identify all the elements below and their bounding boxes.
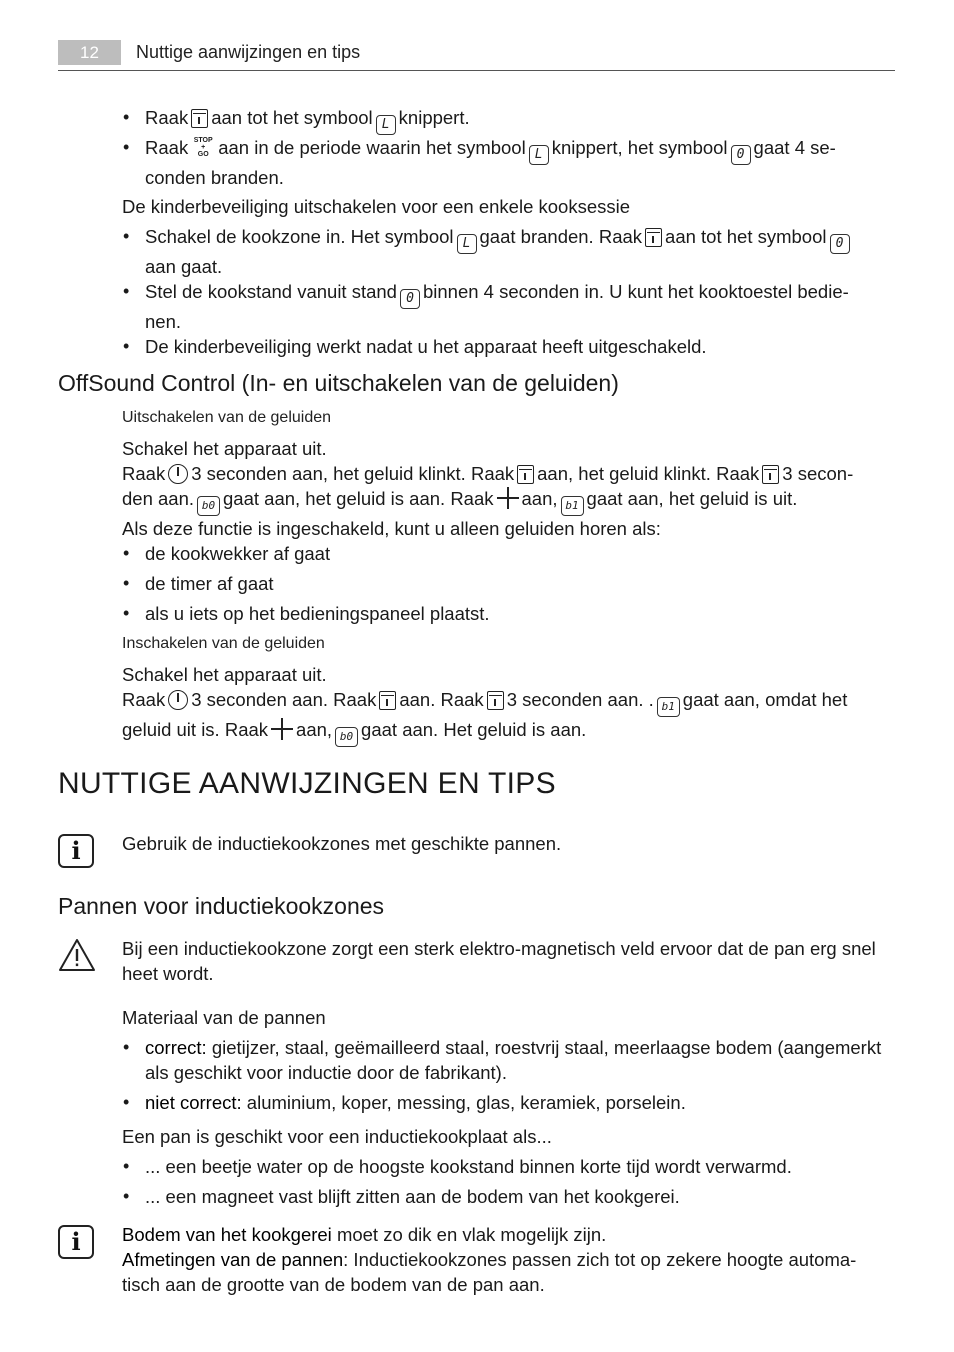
text: gaat aan, omdat het bbox=[682, 689, 848, 710]
text: aan tot het symbool bbox=[211, 107, 373, 128]
bullet-item: • als u iets op het bedieningspaneel plaatst. bbox=[122, 601, 894, 626]
stop-go-icon bbox=[191, 137, 215, 159]
section-heading: Pannen voor inductiekookzones bbox=[58, 893, 385, 919]
lock-indicator-icon: L bbox=[457, 234, 477, 254]
text: nen. bbox=[145, 311, 182, 332]
bullet-item bbox=[122, 135, 894, 190]
page-number: 12 bbox=[58, 40, 121, 65]
text: conden branden. bbox=[145, 167, 284, 188]
text: Schakel de kookzone in. Het symbool bbox=[145, 226, 454, 247]
bullet-item: • de kookwekker af gaat bbox=[122, 541, 894, 566]
text: aan. Raak bbox=[399, 689, 484, 710]
bullet-item bbox=[122, 1035, 894, 1085]
text: : Inductiekookzones passen zich tot op zekere hoogte automa- bbox=[343, 1249, 857, 1270]
text: Raak bbox=[145, 107, 189, 128]
text: gaat aan, het geluid is aan. Raak bbox=[223, 488, 494, 509]
sound-off-indicator-icon: b1 bbox=[657, 697, 680, 717]
header-title: Nuttige aanwijzingen en tips bbox=[136, 42, 361, 62]
text: tisch aan de grootte van de bodem van de pan aan. bbox=[122, 1274, 545, 1295]
text: aan, het geluid klinkt. Raak bbox=[537, 463, 760, 484]
label: correct: bbox=[145, 1037, 207, 1058]
lock-key-icon bbox=[762, 465, 779, 484]
info-note: Gebruik de inductiekookzones met geschikte pannen. bbox=[122, 833, 562, 854]
text: 3 seconden aan, het geluid klinkt. Raak bbox=[191, 463, 515, 484]
text: aan in de periode waarin het symbool bbox=[218, 137, 526, 158]
bullet-item: • De kinderbeveiliging werkt nadat u het apparaat heeft uitgeschakeld. bbox=[122, 334, 894, 359]
plus-icon bbox=[497, 487, 519, 509]
bullet-item bbox=[122, 224, 894, 279]
text: Raak bbox=[122, 689, 166, 710]
text: aan tot het symbool bbox=[665, 226, 827, 247]
bullet-item: • ... een magneet vast blijft zitten aan de bodem van het kookgerei. bbox=[122, 1184, 894, 1209]
text: als geschikt voor inductie door de fabrikant). bbox=[145, 1062, 507, 1083]
stop-label: STOP bbox=[193, 137, 213, 144]
section-subheading: Uitschakelen van de geluiden bbox=[122, 409, 332, 426]
text: Schakel het apparaat uit. bbox=[122, 664, 327, 685]
bullet-item bbox=[122, 105, 894, 135]
paragraph bbox=[122, 436, 894, 541]
chapter-title: NUTTIGE AANWIJZINGEN EN TIPS bbox=[58, 767, 556, 800]
text: gaat 4 se- bbox=[753, 137, 836, 158]
go-label: GO bbox=[197, 151, 209, 158]
text: aan, bbox=[296, 719, 333, 740]
text: aan, bbox=[521, 488, 558, 509]
bullet-item bbox=[122, 1090, 894, 1115]
text: 3 seconden aan. Raak bbox=[191, 689, 377, 710]
warning-icon bbox=[58, 938, 96, 972]
label: Bodem van het kookgerei bbox=[122, 1224, 332, 1245]
section-heading: OffSound Control (In- en uitschakelen van de geluiden) bbox=[58, 370, 619, 396]
zero-indicator-icon: 0 bbox=[731, 145, 751, 165]
text: Als deze functie is ingeschakeld, kunt u alleen geluiden horen als: bbox=[122, 518, 661, 539]
zero-indicator-icon: 0 bbox=[400, 289, 420, 309]
text: Schakel het apparaat uit. bbox=[122, 438, 327, 459]
label: niet correct: bbox=[145, 1092, 242, 1113]
section-subheading: De kinderbeveiliging uitschakelen voor een enkele kooksessie bbox=[122, 196, 631, 217]
section-subheading: Een pan is geschikt voor een inductiekookplaat als... bbox=[122, 1126, 552, 1147]
bullet-item: • ... een beetje water op de hoogste kookstand binnen korte tijd wordt verwarmd. bbox=[122, 1154, 894, 1179]
lock-key-icon bbox=[517, 465, 534, 484]
text: gietijzer, staal, geëmailleerd staal, roestvrij staal, meerlaagse bodem (aangemerkt bbox=[211, 1037, 882, 1058]
page-header bbox=[58, 40, 895, 71]
text: aluminium, koper, messing, glas, keramiek, porselein. bbox=[246, 1092, 686, 1113]
bullet-item: • de timer af gaat bbox=[122, 571, 894, 596]
lock-indicator-icon: L bbox=[376, 115, 396, 135]
text: gaat aan. Het geluid is aan. bbox=[361, 719, 587, 740]
lock-key-icon bbox=[645, 228, 662, 247]
info-icon bbox=[58, 1225, 94, 1259]
text: binnen 4 seconden in. U kunt het kooktoestel bedie- bbox=[422, 281, 849, 302]
paragraph bbox=[122, 662, 894, 747]
lock-key-icon bbox=[487, 691, 504, 710]
stop-plus: + bbox=[201, 144, 206, 151]
warning-note bbox=[122, 936, 894, 986]
text: heet wordt. bbox=[122, 963, 214, 984]
text: den aan. bbox=[122, 488, 195, 509]
text: Raak bbox=[145, 137, 189, 158]
lock-key-icon bbox=[379, 691, 396, 710]
lock-indicator-icon: L bbox=[529, 145, 549, 165]
section-subheading: Materiaal van de pannen bbox=[122, 1007, 326, 1028]
text: knippert, het symbool bbox=[551, 137, 728, 158]
text: moet zo dik en vlak mogelijk zijn. bbox=[336, 1224, 607, 1245]
text: gaat branden. Raak bbox=[479, 226, 643, 247]
plus-icon bbox=[271, 718, 293, 740]
label: Afmetingen van de pannen bbox=[122, 1249, 344, 1270]
sound-off-indicator-icon: b1 bbox=[561, 496, 584, 516]
zero-indicator-icon: 0 bbox=[830, 234, 850, 254]
power-icon bbox=[168, 464, 188, 484]
section-subheading: Inschakelen van de geluiden bbox=[122, 635, 325, 652]
text: 3 secon- bbox=[782, 463, 854, 484]
text: knippert. bbox=[398, 107, 470, 128]
sound-on-indicator-icon: b0 bbox=[335, 727, 358, 747]
text: aan gaat. bbox=[145, 256, 223, 277]
info-note bbox=[122, 1222, 894, 1297]
text: geluid uit is. Raak bbox=[122, 719, 269, 740]
lock-key-icon bbox=[191, 109, 208, 128]
info-glyph: i bbox=[71, 836, 81, 865]
info-glyph: i bbox=[71, 1227, 81, 1256]
info-icon bbox=[58, 834, 94, 868]
power-icon bbox=[168, 690, 188, 710]
text: Raak bbox=[122, 463, 166, 484]
sound-on-indicator-icon: b0 bbox=[197, 496, 220, 516]
bullet-item bbox=[122, 279, 894, 334]
text: Stel de kookstand vanuit stand bbox=[145, 281, 397, 302]
text: 3 seconden aan. . bbox=[506, 689, 654, 710]
text: Bij een inductiekookzone zorgt een sterk elektro-magnetisch veld ervoor dat de pan erg snel bbox=[122, 938, 876, 959]
text: gaat aan, het geluid is uit. bbox=[586, 488, 798, 509]
